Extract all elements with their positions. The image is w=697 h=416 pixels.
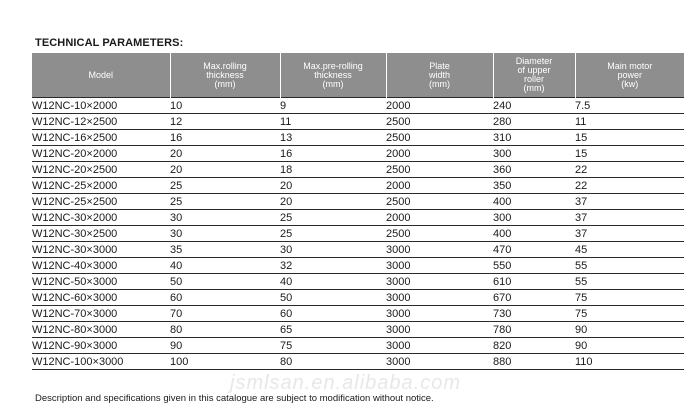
header-text-line: (kw) <box>621 78 639 89</box>
table-body <box>32 98 684 370</box>
roller-diameter-cell: 550 <box>493 258 575 274</box>
max-prerolling-cell: 40 <box>280 274 386 290</box>
plate-width-cell: 2000 <box>386 98 493 114</box>
model-cell: W12NC-30×2500 <box>32 226 170 242</box>
roller-diameter-cell: 360 <box>493 162 575 178</box>
header-text-line: width <box>428 69 450 80</box>
table-row <box>32 290 684 306</box>
table-row <box>32 210 684 226</box>
roller-diameter-cell: 670 <box>493 290 575 306</box>
header-text-line: of upper <box>517 65 551 75</box>
roller-diameter-cell: 350 <box>493 178 575 194</box>
max-rolling-cell: 30 <box>170 210 280 226</box>
roller-diameter-cell: 400 <box>493 194 575 210</box>
max-rolling-cell: 20 <box>170 162 280 178</box>
col-plate-width-header <box>386 53 493 98</box>
motor-power-cell: 22 <box>575 162 684 178</box>
motor-power-cell: 90 <box>575 322 684 338</box>
table-row <box>32 98 684 114</box>
header-text-line: Diameter <box>515 56 553 66</box>
table-row <box>32 130 684 146</box>
roller-diameter-cell: 310 <box>493 130 575 146</box>
motor-power-cell: 55 <box>575 258 684 274</box>
header-text-line: roller <box>523 74 544 84</box>
max-prerolling-cell: 25 <box>280 226 386 242</box>
header-text-line: (mm) <box>429 78 450 89</box>
table-row <box>32 322 684 338</box>
max-rolling-cell: 50 <box>170 274 280 290</box>
motor-power-cell: 37 <box>575 194 684 210</box>
table-row <box>32 146 684 162</box>
model-cell: W12NC-40×3000 <box>32 258 170 274</box>
motor-power-cell: 22 <box>575 178 684 194</box>
model-cell: W12NC-70×3000 <box>32 306 170 322</box>
model-cell: W12NC-80×3000 <box>32 322 170 338</box>
model-cell: W12NC-50×3000 <box>32 274 170 290</box>
col-model-header <box>32 53 170 98</box>
motor-power-cell: 15 <box>575 130 684 146</box>
max-rolling-cell: 25 <box>170 178 280 194</box>
motor-power-cell: 110 <box>575 354 684 370</box>
motor-power-cell: 37 <box>575 226 684 242</box>
max-prerolling-cell: 25 <box>280 210 386 226</box>
max-prerolling-cell: 13 <box>280 130 386 146</box>
max-rolling-cell: 70 <box>170 306 280 322</box>
max-rolling-cell: 16 <box>170 130 280 146</box>
section-title: TECHNICAL PARAMETERS: <box>35 37 184 49</box>
max-rolling-cell: 90 <box>170 338 280 354</box>
model-cell: W12NC-10×2000 <box>32 98 170 114</box>
table-row <box>32 178 684 194</box>
max-prerolling-cell: 16 <box>280 146 386 162</box>
table-row <box>32 226 684 242</box>
max-prerolling-cell: 60 <box>280 306 386 322</box>
max-rolling-cell: 40 <box>170 258 280 274</box>
header-text-line: thickness <box>206 69 244 80</box>
plate-width-cell: 2500 <box>386 226 493 242</box>
max-prerolling-cell: 32 <box>280 258 386 274</box>
max-prerolling-cell: 9 <box>280 98 386 114</box>
header-text-line: power <box>617 69 642 80</box>
plate-width-cell: 3000 <box>386 290 493 306</box>
header-text-line: Model <box>88 69 113 80</box>
plate-width-cell: 2500 <box>386 130 493 146</box>
roller-diameter-cell: 780 <box>493 322 575 338</box>
header-text-line: thickness <box>314 69 352 80</box>
max-prerolling-cell: 65 <box>280 322 386 338</box>
roller-diameter-cell: 880 <box>493 354 575 370</box>
col-motor-power-header <box>575 53 684 98</box>
plate-width-cell: 3000 <box>386 258 493 274</box>
watermark: jsmlsan.en.alibaba.com <box>230 372 461 394</box>
max-prerolling-cell: 11 <box>280 114 386 130</box>
plate-width-cell: 3000 <box>386 306 493 322</box>
roller-diameter-cell: 300 <box>493 146 575 162</box>
max-rolling-cell: 100 <box>170 354 280 370</box>
col-roller-diameter-header <box>493 53 575 98</box>
max-rolling-cell: 35 <box>170 242 280 258</box>
motor-power-cell: 75 <box>575 306 684 322</box>
model-cell: W12NC-100×3000 <box>32 354 170 370</box>
header-text-line: Plate <box>429 60 450 71</box>
max-rolling-cell: 25 <box>170 194 280 210</box>
col-max-rolling-header <box>170 53 280 98</box>
header-text-line: Main motor <box>607 60 653 71</box>
max-rolling-cell: 80 <box>170 322 280 338</box>
table-row <box>32 306 684 322</box>
motor-power-cell: 11 <box>575 114 684 130</box>
model-cell: W12NC-30×2000 <box>32 210 170 226</box>
motor-power-cell: 90 <box>575 338 684 354</box>
max-prerolling-cell: 30 <box>280 242 386 258</box>
model-cell: W12NC-30×3000 <box>32 242 170 258</box>
max-prerolling-cell: 50 <box>280 290 386 306</box>
motor-power-cell: 7.5 <box>575 98 684 114</box>
roller-diameter-cell: 470 <box>493 242 575 258</box>
plate-width-cell: 2000 <box>386 178 493 194</box>
plate-width-cell: 2500 <box>386 194 493 210</box>
roller-diameter-cell: 240 <box>493 98 575 114</box>
header-row <box>32 53 684 98</box>
header-text-line: (mm) <box>322 78 344 89</box>
plate-width-cell: 2000 <box>386 210 493 226</box>
model-cell: W12NC-12×2500 <box>32 114 170 130</box>
model-cell: W12NC-90×3000 <box>32 338 170 354</box>
max-prerolling-cell: 20 <box>280 178 386 194</box>
motor-power-cell: 15 <box>575 146 684 162</box>
max-rolling-cell: 20 <box>170 146 280 162</box>
roller-diameter-cell: 400 <box>493 226 575 242</box>
footnote: Description and specifications given in this catalogue are subject to modification without notice. <box>35 393 434 404</box>
model-cell: W12NC-25×2500 <box>32 194 170 210</box>
motor-power-cell: 75 <box>575 290 684 306</box>
motor-power-cell: 45 <box>575 242 684 258</box>
table-header <box>32 53 684 98</box>
plate-width-cell: 3000 <box>386 338 493 354</box>
table-row <box>32 114 684 130</box>
plate-width-cell: 3000 <box>386 274 493 290</box>
roller-diameter-cell: 610 <box>493 274 575 290</box>
plate-width-cell: 2500 <box>386 114 493 130</box>
roller-diameter-cell: 730 <box>493 306 575 322</box>
table-row <box>32 162 684 178</box>
roller-diameter-cell: 820 <box>493 338 575 354</box>
model-cell: W12NC-16×2500 <box>32 130 170 146</box>
table-row <box>32 194 684 210</box>
max-prerolling-cell: 18 <box>280 162 386 178</box>
col-max-prerolling-header <box>280 53 386 98</box>
table-row <box>32 354 684 370</box>
table-row <box>32 274 684 290</box>
model-cell: W12NC-60×3000 <box>32 290 170 306</box>
max-rolling-cell: 30 <box>170 226 280 242</box>
header-text-line: (mm) <box>214 78 236 89</box>
model-cell: W12NC-20×2500 <box>32 162 170 178</box>
max-rolling-cell: 60 <box>170 290 280 306</box>
max-prerolling-cell: 20 <box>280 194 386 210</box>
header-text-line: Max.pre-rolling <box>303 60 363 71</box>
max-rolling-cell: 10 <box>170 98 280 114</box>
model-cell: W12NC-20×2000 <box>32 146 170 162</box>
model-cell: W12NC-25×2000 <box>32 178 170 194</box>
plate-width-cell: 3000 <box>386 242 493 258</box>
plate-width-cell: 2500 <box>386 162 493 178</box>
roller-diameter-cell: 300 <box>493 210 575 226</box>
motor-power-cell: 55 <box>575 274 684 290</box>
table-row <box>32 258 684 274</box>
technical-parameters-table <box>32 53 684 370</box>
max-rolling-cell: 12 <box>170 114 280 130</box>
plate-width-cell: 3000 <box>386 354 493 370</box>
header-text-line: Max.rolling <box>203 60 247 71</box>
max-prerolling-cell: 80 <box>280 354 386 370</box>
max-prerolling-cell: 75 <box>280 338 386 354</box>
motor-power-cell: 37 <box>575 210 684 226</box>
plate-width-cell: 2000 <box>386 146 493 162</box>
plate-width-cell: 3000 <box>386 322 493 338</box>
table-row <box>32 242 684 258</box>
roller-diameter-cell: 280 <box>493 114 575 130</box>
header-text-line: (mm) <box>523 83 545 93</box>
table-row <box>32 338 684 354</box>
